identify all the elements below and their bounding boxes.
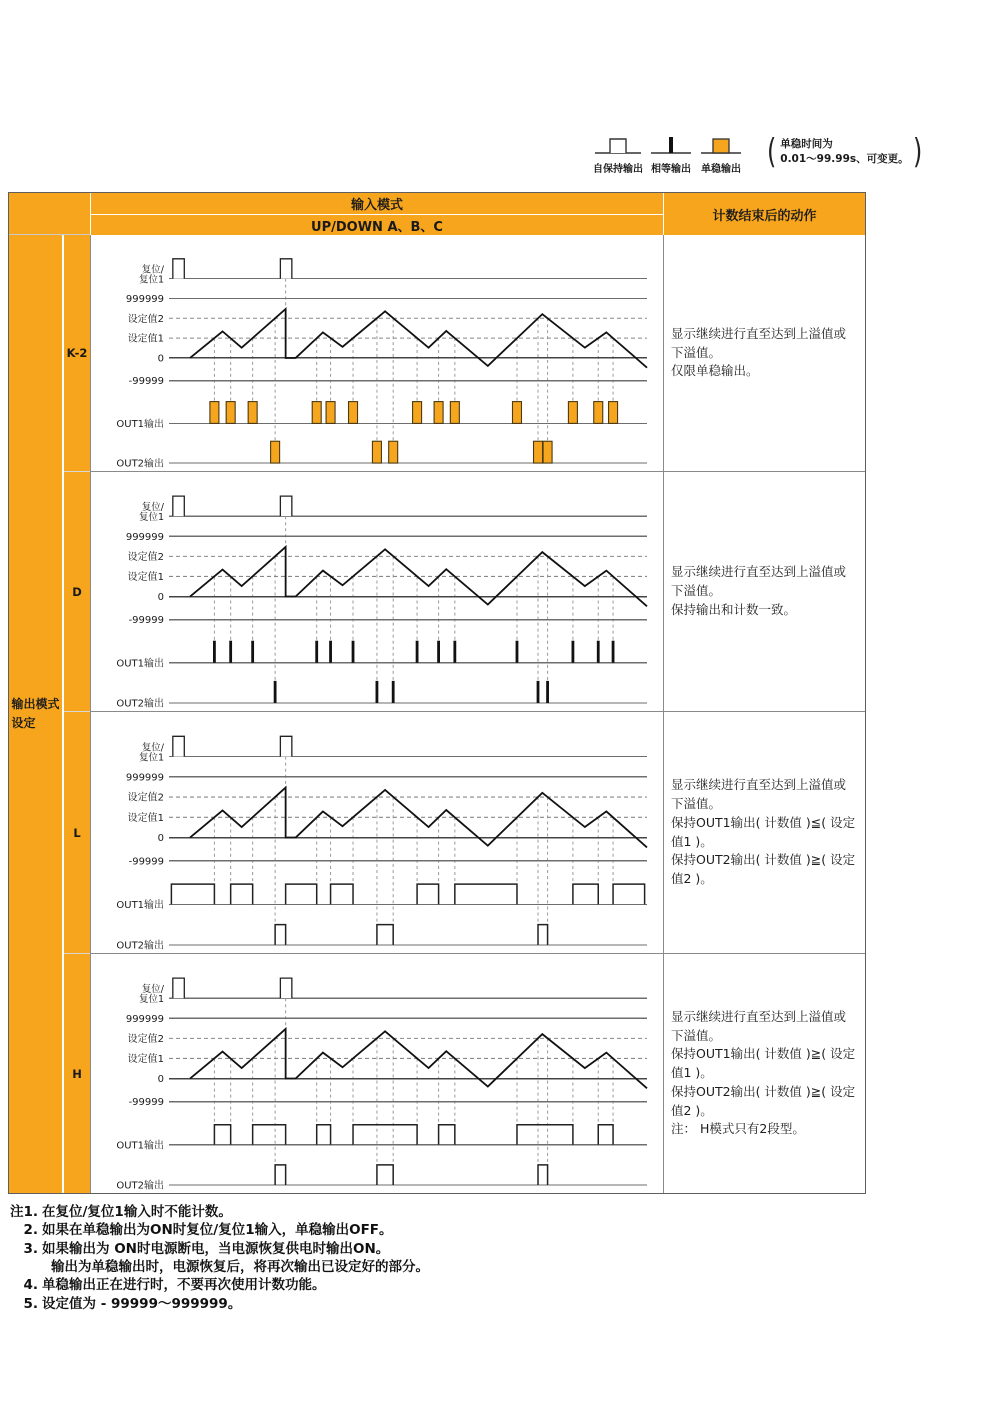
footnote	[2, 1203, 642, 1221]
reset-label: 复位/	[141, 264, 164, 276]
footnote-text: 单稳输出正在进行时，不要再次使用计数功能。	[42, 1277, 326, 1294]
description-cell-k2	[663, 235, 865, 471]
legend-label: 单稳输出	[701, 164, 741, 175]
desc-line: 注： H模式只有2段型。	[671, 1121, 805, 1137]
equal-output-icon	[649, 133, 693, 159]
one-shot-pulse	[349, 402, 358, 424]
equal-pulse	[213, 641, 216, 663]
sidebar-output-mode-setting	[9, 235, 63, 1193]
equal-pulse	[537, 681, 540, 703]
desc-line: 保持OUT1输出( 计数值 )≧( 设定值1 )。	[671, 1046, 856, 1081]
mode-label-l: L	[64, 711, 90, 953]
out2-label: OUT2输出	[116, 1180, 164, 1192]
mode-label-k2: K-2	[64, 235, 90, 471]
set2-label: 设定值2	[127, 1033, 164, 1045]
hold-level	[214, 1125, 230, 1145]
desc-line: 保持OUT2输出( 计数值 )≧( 设定值2 )。	[671, 852, 856, 886]
output-mode-table	[8, 192, 866, 1194]
desc-line: 保持输出和计数一致。	[671, 601, 797, 617]
header-input-mode	[90, 193, 663, 235]
desc-line: 显示继续进行直至达到上溢值或下溢值。	[671, 1008, 847, 1043]
max-label: 999999	[125, 531, 164, 543]
outline-pulse	[610, 139, 626, 153]
min-label: -99999	[128, 1097, 164, 1109]
footnote-text: 在复位/复位1输入时不能计数。	[42, 1204, 232, 1220]
timing-diagram-l	[91, 712, 663, 953]
zero-label: 0	[157, 833, 164, 845]
zero-label: 0	[157, 592, 164, 604]
desc-line: 保持OUT2输出( 计数值 )≧( 设定值2 )。	[671, 1083, 856, 1118]
header-action-label: 计数结束后的动作	[712, 208, 817, 224]
legend-label: 自保持输出	[593, 164, 643, 175]
equal-pulse	[612, 641, 615, 663]
footnote-number: 2.	[23, 1222, 38, 1239]
one-shot-pulse	[450, 402, 459, 424]
header-corner-cell	[9, 193, 90, 235]
mode-label-h: H	[64, 953, 90, 1193]
one-shot-pulse	[434, 402, 443, 424]
description-cell-d	[663, 471, 865, 711]
equal-pulse	[572, 641, 575, 663]
open-paren: (	[766, 132, 777, 172]
reset-pulse	[173, 496, 184, 516]
hold-level	[613, 884, 645, 904]
equal-pulse	[376, 681, 379, 703]
reset-label: 复位1	[138, 752, 164, 764]
out1-label: OUT1输出	[116, 658, 164, 670]
equal-pulse	[597, 641, 600, 663]
reset-pulse	[173, 259, 184, 279]
reset-label: 复位1	[138, 274, 164, 286]
desc-line: 显示继续进行直至达到上溢值或下溢值。	[671, 325, 847, 360]
timing-diagram-k2	[91, 235, 663, 471]
hold-level	[439, 1125, 455, 1145]
equal-pulse	[437, 641, 440, 663]
reset-pulse	[280, 736, 291, 756]
equal-pulse	[274, 681, 277, 703]
one-shot-pulse	[210, 402, 219, 424]
header-input-mode-label: 输入模式	[91, 193, 663, 215]
footnote-number: 注1.	[9, 1204, 38, 1220]
hold-level	[598, 1125, 613, 1145]
legend-label: 相等输出	[651, 164, 691, 175]
reset-pulse	[280, 496, 291, 516]
equal-pulse	[251, 641, 254, 663]
timing-diagram-cell-l	[90, 711, 663, 953]
footnote-number: 5.	[23, 1295, 38, 1312]
one-shot-pulse	[389, 441, 398, 463]
equal-pulse	[453, 641, 456, 663]
out1-label: OUT1输出	[116, 1140, 164, 1152]
set2-label: 设定值2	[127, 792, 164, 804]
footnote-number: 3.	[23, 1240, 38, 1257]
desc-line: 仅限单稳输出。	[671, 363, 759, 379]
footnote-continuation	[2, 1258, 642, 1276]
footnotes	[2, 1203, 642, 1313]
footnote-text: 设定值为 - 99999～999999。	[42, 1295, 242, 1312]
reset-pulse	[173, 736, 184, 756]
out2-label: OUT2输出	[116, 698, 164, 710]
one-shot-pulse	[248, 402, 257, 424]
set1-label: 设定值1	[127, 812, 164, 824]
sidebar-line1: 输出模式	[11, 697, 60, 712]
hold-level	[538, 925, 548, 945]
equal-pulse	[329, 641, 332, 663]
note-line1: 单稳时间为	[780, 137, 833, 150]
zero-label: 0	[157, 353, 164, 365]
timing-diagram-d	[91, 472, 663, 711]
one-shot-pulse	[609, 402, 618, 424]
one-shot-pulse	[534, 441, 543, 463]
one-shot-pulse	[568, 402, 577, 424]
sidebar-line2: 设定	[11, 716, 36, 730]
reset-label: 复位/	[141, 502, 164, 514]
legend-item-self-holding	[593, 133, 643, 175]
one-shot-pulse	[543, 441, 552, 463]
note-line2: 0.01～99.99s、可变更。	[780, 153, 909, 165]
mode-label-d: D	[64, 471, 90, 711]
reset-pulse	[280, 978, 291, 998]
timing-diagram-cell-d	[90, 471, 663, 711]
out2-label: OUT2输出	[116, 458, 164, 470]
one-shot-pulse	[512, 402, 521, 424]
hold-level	[231, 884, 253, 904]
footnote-number: 4.	[23, 1277, 38, 1294]
hold-level	[377, 1165, 393, 1185]
out2-label: OUT2输出	[116, 940, 164, 952]
set2-label: 设定值2	[127, 313, 164, 325]
footnote-text: 输出为单稳输出时，电源恢复后，将再次输出已设定好的部分。	[51, 1259, 429, 1276]
equal-pulse	[315, 641, 318, 663]
one-shot-pulse	[326, 402, 335, 424]
min-label: -99999	[128, 376, 164, 388]
footnote	[2, 1221, 642, 1239]
hold-level	[455, 884, 517, 904]
hold-level	[538, 1165, 548, 1185]
set2-label: 设定值2	[127, 551, 164, 563]
equal-pulse	[516, 641, 519, 663]
hold-level	[377, 925, 393, 945]
zero-label: 0	[157, 1074, 164, 1086]
one-shot-pulse	[226, 402, 235, 424]
timing-diagram-h	[91, 954, 663, 1193]
one-shot-pulse	[413, 402, 422, 424]
timing-diagram-cell-k2	[90, 235, 663, 471]
equal-pulse	[392, 681, 395, 703]
out1-label: OUT1输出	[116, 418, 164, 430]
header-action	[663, 193, 865, 235]
hold-level	[317, 1125, 331, 1145]
one-shot-pulse	[312, 402, 321, 424]
reset-label: 复位1	[139, 994, 164, 1006]
footnote	[2, 1276, 642, 1294]
set1-label: 设定值1	[127, 333, 164, 345]
max-label: 999999	[125, 293, 164, 305]
hold-level	[275, 1165, 286, 1185]
footnote	[2, 1240, 642, 1258]
hold-level	[275, 925, 286, 945]
legend-item-one-shot	[699, 133, 743, 175]
close-paren: )	[912, 132, 922, 172]
footnote-text: 如果在单稳输出为ON时复位/复位1输入，单稳输出OFF。	[42, 1222, 393, 1239]
one-shot-pulse	[594, 402, 603, 424]
equal-pulse	[546, 681, 549, 703]
out1-label: OUT1输出	[116, 899, 164, 911]
reset-label: 复位1	[139, 512, 164, 524]
reset-label: 复位/	[141, 742, 164, 754]
max-label: 999999	[125, 772, 164, 784]
reset-pulse	[173, 978, 184, 998]
footnote-text: 如果输出为 ON时电源断电，当电源恢复供电时输出ON。	[42, 1240, 390, 1257]
one-shot-pulse	[271, 441, 280, 463]
reset-pulse	[280, 259, 291, 279]
hold-level	[353, 1125, 417, 1145]
hold-level	[573, 884, 598, 904]
footnote-number	[2, 1258, 42, 1276]
self-holding-output-icon	[593, 133, 643, 159]
one-shot-pulse	[372, 441, 381, 463]
output-type-legend	[593, 133, 924, 175]
desc-line: 显示继续进行直至达到上溢值或下溢值。	[671, 777, 847, 811]
one-shot-time-note	[765, 132, 924, 172]
min-label: -99999	[128, 615, 164, 627]
hold-level	[517, 1125, 573, 1145]
equal-pulse	[229, 641, 232, 663]
hold-level	[286, 884, 317, 904]
equal-pulse	[352, 641, 355, 663]
timing-diagram-cell-h	[90, 953, 663, 1193]
description-cell-h	[663, 953, 865, 1193]
set1-label: 设定值1	[127, 1053, 164, 1065]
min-label: -99999	[128, 856, 164, 868]
set1-label: 设定值1	[127, 571, 164, 583]
hold-level	[331, 884, 353, 904]
description-cell-l	[663, 711, 865, 953]
equal-pulse	[416, 641, 419, 663]
desc-line: 显示继续进行直至达到上溢值或下溢值。	[671, 564, 847, 599]
one-shot-output-icon	[699, 133, 743, 159]
hold-level	[417, 884, 439, 904]
filled-pulse	[713, 139, 729, 153]
footnote	[2, 1295, 642, 1313]
desc-line: 保持OUT1输出( 计数值 )≦( 设定值1 )。	[671, 814, 856, 849]
hold-level	[253, 1125, 286, 1145]
hold-level	[171, 884, 214, 904]
reset-label: 复位/	[141, 984, 164, 996]
legend-item-equal	[649, 133, 693, 175]
header-updown-label: UP/DOWN A、B、C	[311, 219, 443, 235]
max-label: 999999	[125, 1013, 164, 1025]
